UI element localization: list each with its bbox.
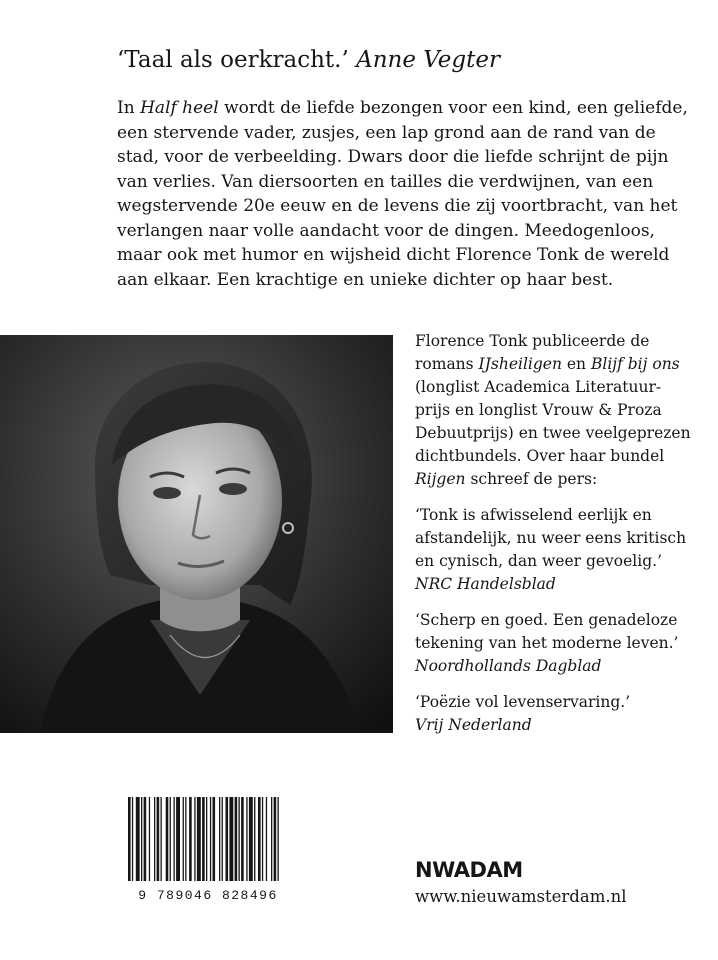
barcode-bar bbox=[262, 797, 263, 881]
barcode-bar bbox=[174, 797, 175, 881]
barcode-bar bbox=[132, 797, 133, 881]
quote-author: Anne Vegter bbox=[356, 47, 500, 73]
barcode-bar bbox=[161, 797, 162, 881]
barcode-bar bbox=[144, 797, 147, 881]
barcode-graphic bbox=[114, 797, 302, 903]
review-source: Noordhollands Dagblad bbox=[415, 657, 602, 675]
bio-line: dichtbundels. Over haar bundel bbox=[415, 447, 665, 465]
nieuw-amsterdam-logo bbox=[415, 855, 523, 883]
barcode-bar bbox=[170, 797, 171, 881]
back-cover-quote bbox=[117, 44, 500, 76]
barcode-bar bbox=[235, 797, 238, 881]
barcode-bar bbox=[166, 797, 169, 881]
novel-title: IJsheiligen bbox=[478, 355, 562, 373]
barcode-bar bbox=[241, 797, 244, 881]
blurb-line: stad, voor de verbeelding. Dwars door die liefde schrijnt de pijn bbox=[117, 147, 669, 167]
author-bio bbox=[415, 330, 705, 737]
book-blurb bbox=[117, 96, 688, 292]
barcode-bar bbox=[128, 797, 131, 881]
barcode-bar bbox=[194, 797, 195, 881]
barcode-bar bbox=[229, 797, 233, 881]
barcode-bar bbox=[254, 797, 255, 881]
author-photo bbox=[0, 335, 393, 733]
barcode-bar bbox=[213, 797, 216, 881]
publisher-logo bbox=[415, 855, 523, 887]
blurb-line: wegstervende 20e eeuw en de levens die zij voortbracht, van het bbox=[117, 196, 678, 216]
quote-text: ‘Taal als oerkracht.’ bbox=[117, 47, 349, 73]
barcode-bar bbox=[154, 797, 155, 881]
review-quote: ‘Tonk is afwisselend eerlijk en afstandelijk, nu weer eens kritisch en cynisch, dan weer gevoelig.’ NRC Handelsblad bbox=[415, 504, 705, 596]
bio-line: Rijgen schreef de pers: bbox=[415, 470, 598, 488]
isbn-barcode bbox=[114, 797, 302, 907]
barcode-digits: 9 789046 828496 bbox=[138, 888, 278, 903]
barcode-bar bbox=[183, 797, 184, 881]
barcode-bar bbox=[219, 797, 220, 881]
barcode-bar bbox=[206, 797, 207, 881]
barcode-bar bbox=[271, 797, 272, 881]
barcode-bar bbox=[202, 797, 205, 881]
barcode-bar bbox=[222, 797, 223, 881]
barcode-bar bbox=[246, 797, 247, 881]
barcode-bar bbox=[226, 797, 229, 881]
barcode-bar bbox=[266, 797, 267, 881]
blurb-line: In Half heel wordt de liefde bezongen voor een kind, een geliefde, bbox=[117, 98, 688, 118]
blurb-line: maar ook met humor en wijsheid dicht Florence Tonk de wereld bbox=[117, 245, 670, 265]
barcode-bar bbox=[136, 797, 140, 881]
barcode-bar bbox=[278, 797, 279, 881]
barcode-bar bbox=[258, 797, 261, 881]
publisher-url[interactable]: www.nieuwamsterdam.nl bbox=[415, 887, 627, 906]
review-quote: ‘Scherp en goed. Een genadeloze tekening van het moderne leven.’ Noordhollands Dagblad bbox=[415, 609, 705, 678]
barcode-bar bbox=[176, 797, 180, 881]
review-source: Vrij Nederland bbox=[415, 716, 532, 734]
barcode-bar bbox=[239, 797, 240, 881]
blurb-line: verlangen naar volle aandacht voor de dingen. Meedogenloos, bbox=[117, 220, 655, 241]
collection-title: Rijgen bbox=[415, 470, 466, 488]
svg-text:NWADAM: NWADAM bbox=[415, 858, 523, 882]
barcode-bar bbox=[249, 797, 253, 881]
blurb-line: aan elkaar. Een krachtige en unieke dichter op haar best. bbox=[117, 269, 614, 290]
bio-line: romans IJsheiligen en Blijf bij ons bbox=[415, 355, 680, 373]
barcode-bar bbox=[197, 797, 201, 881]
barcode-bar bbox=[189, 797, 192, 881]
blurb-line: een stervende vader, zusjes, een lap grond aan de rand van de bbox=[117, 122, 656, 143]
barcode-bar bbox=[149, 797, 150, 881]
author-portrait-illustration bbox=[0, 335, 393, 733]
barcode-bar bbox=[210, 797, 211, 881]
bio-line: prijs en longlist Vrouw & Proza bbox=[415, 401, 662, 419]
bio-line: Debuutprijs) en twee veelgeprezen bbox=[415, 424, 691, 442]
barcode-bar bbox=[274, 797, 277, 881]
barcode-bar bbox=[141, 797, 142, 881]
blurb-line: van verlies. Van diersoorten en tailles die verdwijnen, van een bbox=[117, 171, 654, 192]
review-source: NRC Handelsblad bbox=[415, 575, 556, 593]
review-quote: ‘Poëzie vol levenservaring.’ Vrij Nederland bbox=[415, 691, 705, 737]
barcode-bar bbox=[157, 797, 160, 881]
barcode-bar bbox=[185, 797, 186, 881]
novel-title: Blijf bij ons bbox=[590, 355, 680, 373]
bio-line: (longlist Academica Literatuur- bbox=[415, 378, 662, 396]
bio-line: Florence Tonk publiceerde de bbox=[415, 332, 650, 350]
book-title: Half heel bbox=[140, 98, 219, 118]
